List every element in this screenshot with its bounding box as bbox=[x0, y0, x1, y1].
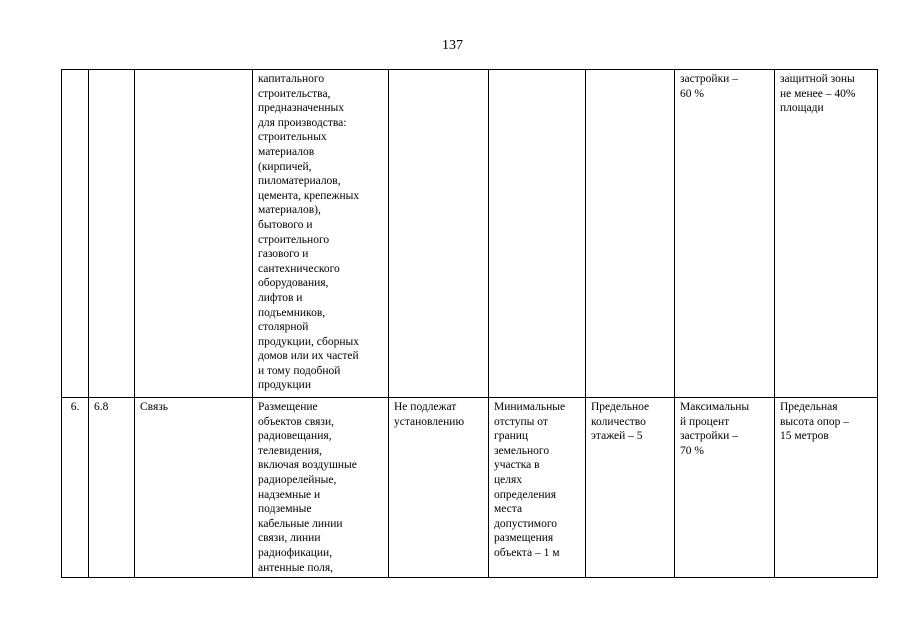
floors-cell bbox=[586, 70, 675, 398]
description-cell bbox=[253, 398, 389, 578]
row-number-cell bbox=[62, 70, 89, 398]
description-cell bbox=[253, 70, 389, 398]
use-code: 6.8 bbox=[94, 401, 109, 413]
row-number-cell bbox=[62, 398, 89, 578]
coverage-text: Максимальны й процент застройки – 70 % bbox=[680, 401, 750, 457]
plot-size-cell bbox=[389, 398, 489, 578]
code-cell bbox=[89, 70, 135, 398]
table-row bbox=[62, 70, 878, 398]
other-cell bbox=[775, 70, 878, 398]
use-description: Размещение объектов связи, радиовещания, телевидения, включая воздушные радиорелейные, надземные и подземные кабельные линии связи, линии радиофикации, антенные поля, bbox=[258, 401, 357, 574]
name-cell bbox=[135, 70, 253, 398]
row-number: 6. bbox=[70, 401, 80, 413]
other-text: защитной зоны не менее – 40% площади bbox=[780, 73, 856, 115]
code-cell bbox=[89, 398, 135, 578]
plot-size-text: Не подлежат установлению bbox=[394, 401, 465, 428]
use-name: Связь bbox=[140, 401, 169, 413]
coverage-cell bbox=[675, 70, 775, 398]
other-text: Предельная высота опор – 15 метров bbox=[780, 401, 850, 443]
coverage-cell bbox=[675, 398, 775, 578]
table-row bbox=[62, 398, 878, 578]
plot-size-cell bbox=[389, 70, 489, 398]
page-number: 137 bbox=[442, 38, 463, 53]
floors-text: Предельное количество этажей – 5 bbox=[591, 401, 650, 443]
name-cell bbox=[135, 398, 253, 578]
setbacks-cell bbox=[489, 398, 586, 578]
setbacks-text: Минимальные отступы от границ земельного участка в целях определения места допустимого размещения объекта – 1 м bbox=[494, 401, 566, 559]
use-description: капитального строительства, предназначенных для производства: строительных материалов (кирпичей, пиломатериалов, цемента, крепежных материалов), бытового и строительного газового и сантехнического оборудования, лифтов и подъемников, столярной продукции, сборных домов или их частей и тому подобной продукции bbox=[258, 73, 360, 392]
other-cell bbox=[775, 398, 878, 578]
land-use-table bbox=[61, 69, 878, 578]
floors-cell bbox=[586, 398, 675, 578]
setbacks-cell bbox=[489, 70, 586, 398]
coverage-text: застройки – 60 % bbox=[680, 73, 738, 100]
